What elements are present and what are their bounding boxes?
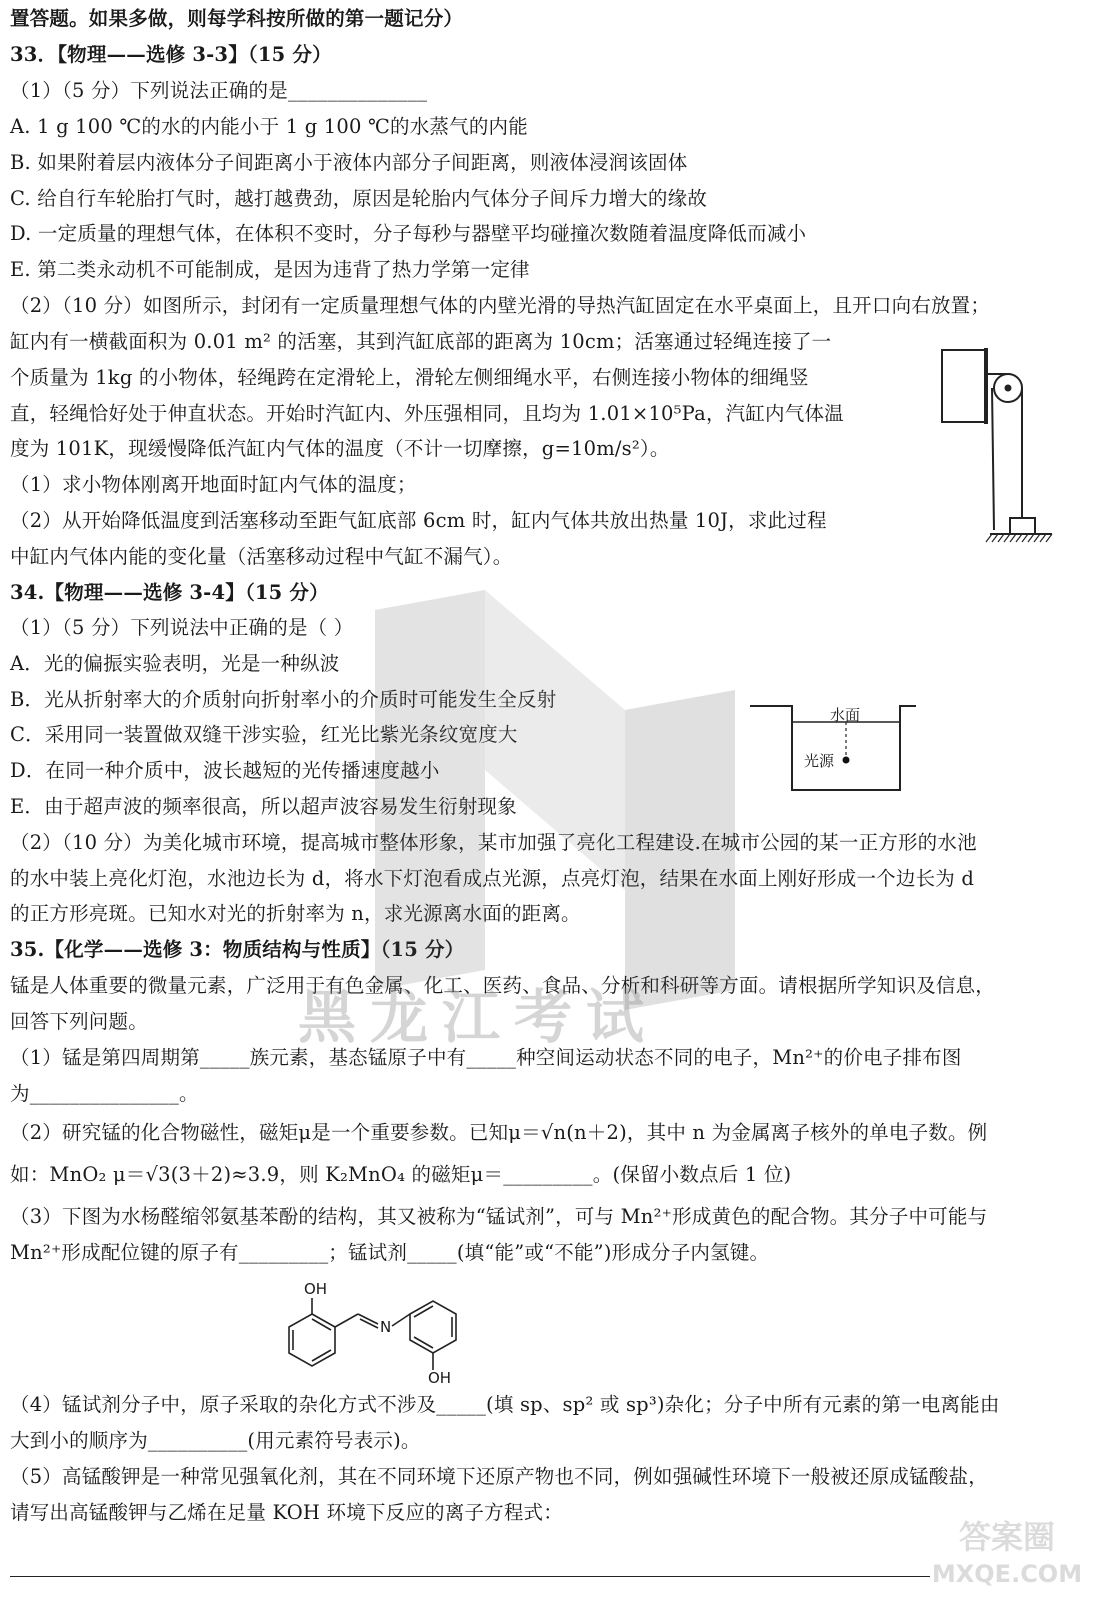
q35-q1-line: 为_______________。 <box>10 1082 199 1105</box>
svg-text:答案圈: 答案圈 <box>958 1518 1056 1556</box>
q34-option-c: C．采用同一装置做双缝干涉实验，红光比紫光条纹宽度大 <box>10 723 518 746</box>
water-pool-figure <box>750 698 920 798</box>
chemical-structure <box>280 1278 480 1388</box>
svg-text:MXQE.COM: MXQE.COM <box>931 1560 1083 1588</box>
q34-part2-line: 的正方形亮斑。已知水对光的折射率为 n，求光源离水面的距离。 <box>10 902 581 925</box>
oh-top-label: OH <box>304 1280 328 1298</box>
q35-q5-line: 请写出高锰酸钾与乙烯在足量 KOH 环境下反应的离子方程式： <box>10 1501 563 1524</box>
q35-q4-line: （4）锰试剂分子中，原子采取的杂化方式不涉及_____(填 sp、sp² 或 sp³)杂化；分子中所有元素的第一电离能由 <box>10 1393 1000 1416</box>
q33-title: 33．【物理——选修 3-3】（15 分） <box>10 43 332 66</box>
q33-part1-stem: （1）（5 分）下列说法正确的是______________ <box>10 79 428 102</box>
q34-option-e: E．由于超声波的频率很高，所以超声波容易发生衍射现象 <box>10 795 517 818</box>
oh-bottom-label: OH <box>428 1369 452 1387</box>
left-benzene-ring <box>289 1314 335 1366</box>
light-source-label: 光源 <box>804 752 835 770</box>
q35-q1-line: （1）锰是第四周期第_____族元素，基态锰原子中有_____种空间运动状态不同的电子，Mn²⁺的价电子排布图 <box>10 1046 962 1069</box>
water-surface-label: 水面 <box>830 706 861 724</box>
q35-q2-line: 如：MnO₂ μ＝√3(3＋2)≈3.9，则 K₂MnO₄ 的磁矩μ＝_________。(保留小数点后 1 位) <box>10 1163 792 1186</box>
header-line: 置答题。如果多做，则每学科按所做的第一题记分） <box>10 7 464 30</box>
q34-option-a: A．光的偏振实验表明，光是一种纵波 <box>10 652 340 675</box>
cylinder-pulley-figure <box>930 340 1070 555</box>
q34-option-d: D．在同一种介质中，波长越短的光传播速度越小 <box>10 759 440 782</box>
q33-part2-line: 个质量为 1kg 的小物体，轻绳跨在定滑轮上，滑轮左侧细绳水平，右侧连接小物体的细绳竖 <box>10 366 809 389</box>
q33-part2-line: （2）（10 分）如图所示，封闭有一定质量理想气体的内壁光滑的导热汽缸固定在水平桌面上，且开口向右放置； <box>10 294 991 317</box>
q34-part2-line: 的水中装上亮化灯泡，水池边长为 d，将水下灯泡看成点光源，点亮灯泡，结果在水面上刚好形成一个边长为 d <box>10 867 975 890</box>
small-block <box>1010 518 1035 534</box>
q33-subquestion-1: （1）求小物体刚离开地面时缸内气体的温度； <box>10 473 417 496</box>
pulley-support <box>992 388 994 530</box>
cylinder-body <box>942 350 986 422</box>
q35-q5-line: （5）高锰酸钾是一种常见强氧化剂，其在不同环境下还原产物也不同，例如强碱性环境下一般被还原成锰酸盐， <box>10 1465 988 1488</box>
q35-q3-line: （3）下图为水杨醛缩邻氨基苯酚的结构，其又被称为“锰试剂”，可与 Mn²⁺形成黄色的配合物。其分子中可能与 <box>10 1205 988 1228</box>
q34-title: 34.【物理——选修 3-4】（15 分） <box>10 581 329 604</box>
watermark-text: 黑龙江考试 <box>298 983 659 1051</box>
light-source-dot <box>843 757 850 764</box>
q33-option-d: D. 一定质量的理想气体，在体积不变时，分子每秒与器壁平均碰撞次数随着温度降低而减小 <box>10 222 807 245</box>
q33-option-a: A. 1 g 100 ℃的水的内能小于 1 g 100 ℃的水蒸气的内能 <box>10 115 528 138</box>
nitrogen-label: N <box>380 1318 392 1336</box>
q33-part2-line: 直，轻绳恰好处于伸直状态。开始时汽缸内、外压强相同，且均为 1.01×10⁵Pa，汽缸内气体温 <box>10 402 844 425</box>
q35-q2-line: （2）研究锰的化合物磁性，磁矩μ是一个重要参数。已知μ＝√n(n＋2)，其中 n 为金属离子核外的单电子数。例 <box>10 1121 988 1144</box>
q33-part2-line: 度为 101K，现缓慢降低汽缸内气体的温度（不计一切摩擦，g=10m/s²）。 <box>10 437 670 460</box>
q33-option-b: B. 如果附着层内液体分子间距离小于液体内部分子间距离，则液体浸润该固体 <box>10 151 688 174</box>
q34-part2-line: （2）（10 分）为美化城市环境，提高城市整体形象，某市加强了亮化工程建设.在城市公园的某一正方形的水池 <box>10 831 977 854</box>
q33-option-c: C. 给自行车轮胎打气时，越打越费劲，原因是轮胎内气体分子间斥力增大的缘故 <box>10 187 708 210</box>
q35-q4-line: 大到小的顺序为__________(用元素符号表示)。 <box>10 1429 421 1452</box>
q33-part2-line: 缸内有一横截面积为 0.01 m² 的活塞，其到汽缸底部的距离为 10cm；活塞通过轻绳连接了一 <box>10 330 832 353</box>
q35-intro-line: 锰是人体重要的微量元素，广泛用于有色金属、化工、医药、食品、分析和科研等方面。请根据所学知识及信息， <box>10 974 996 997</box>
right-benzene-ring <box>410 1301 456 1353</box>
q33-subquestion-2: （2）从开始降低温度到活塞移动至距气缸底部 6cm 时，缸内气体共放出热量 10J，求此过程 <box>10 509 827 532</box>
q34-option-b: B．光从折射率大的介质射向折射率小的介质时可能发生全反射 <box>10 688 557 711</box>
q34-part1-stem: （1）（5 分）下列说法中正确的是（ ） <box>10 616 354 639</box>
answer-blank-line <box>10 1576 930 1577</box>
q35-title: 35.【化学——选修 3：物质结构与性质】（15 分） <box>10 938 465 961</box>
q35-q3-line: Mn²⁺形成配位键的原子有_________；锰试剂_____(填“能”或“不能”)形成分子内氢键。 <box>10 1241 770 1264</box>
corner-watermark <box>912 1510 1102 1590</box>
q35-intro-line: 回答下列问题。 <box>10 1010 148 1033</box>
q33-option-e: E. 第二类永动机不可能制成，是因为违背了热力学第一定律 <box>10 258 530 281</box>
q33-subquestion-2-cont: 中缸内气体内能的变化量（活塞移动过程中气缸不漏气）。 <box>10 545 513 568</box>
